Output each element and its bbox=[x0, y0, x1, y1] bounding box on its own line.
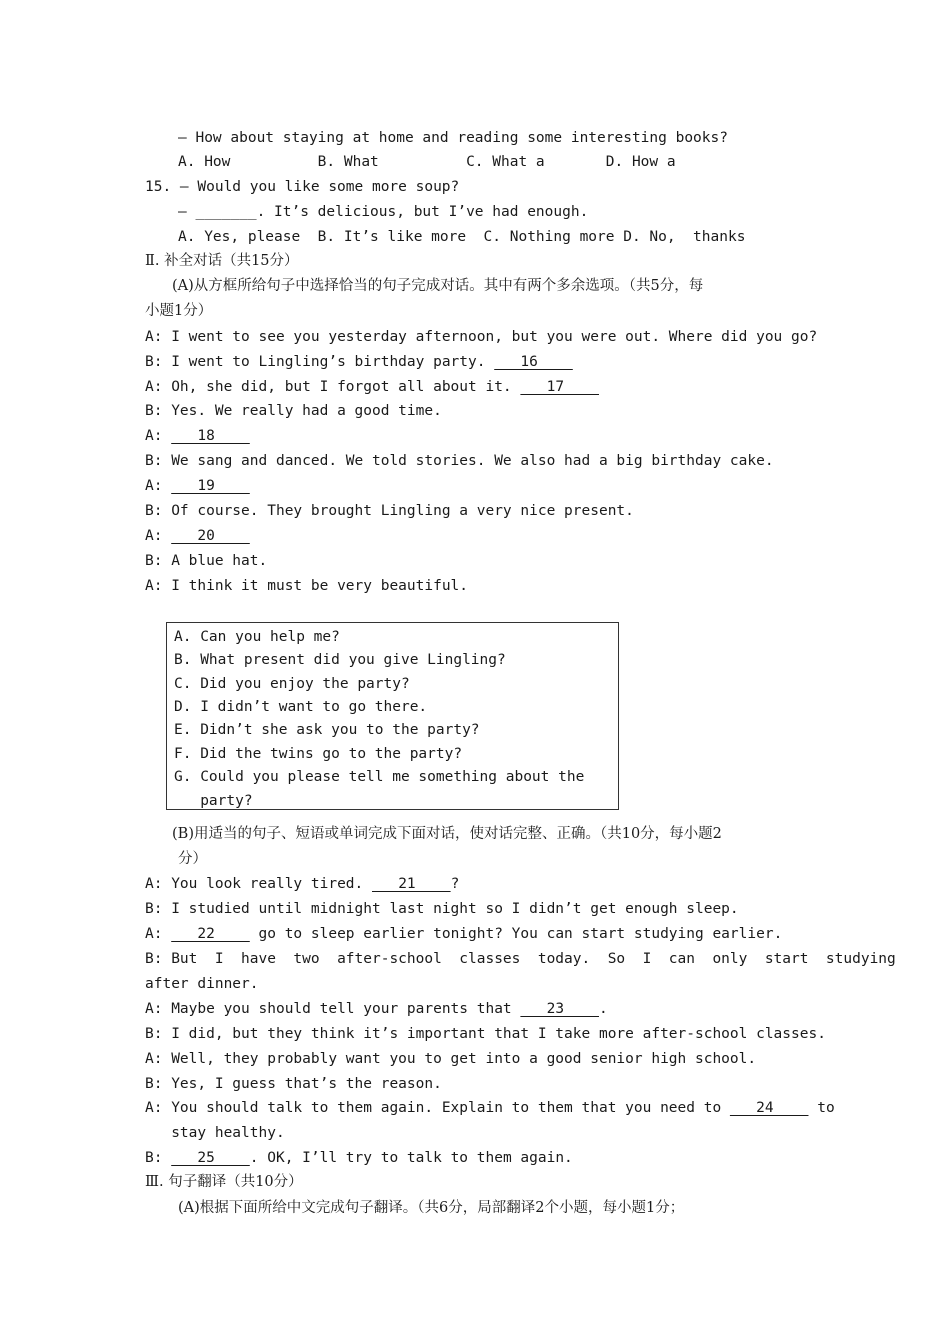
speaker: B: bbox=[145, 503, 163, 519]
answer-blank-24[interactable]: 24 bbox=[729, 1100, 809, 1116]
box-option-a: A. Can you help me? bbox=[174, 629, 340, 645]
section2-partA-instruction-line1: (A)从方框所给句子中选择恰当的句子完成对话。其中有两个多余选项。（共5分，每 bbox=[172, 278, 704, 294]
line-text: I studied until midnight last night so I didn’t get enough sleep. bbox=[171, 901, 739, 917]
dialogA-line bbox=[145, 377, 599, 397]
dialogA-line bbox=[145, 327, 817, 347]
box-option-g-continued: party? bbox=[174, 793, 253, 809]
dialogB-line bbox=[145, 999, 608, 1019]
line-text: stay healthy. bbox=[145, 1125, 285, 1141]
answer-blank-25[interactable]: 25 bbox=[171, 1150, 250, 1166]
line-text: I went to see you yesterday afternoon, but you were out. Where did you go? bbox=[171, 329, 818, 345]
box-option-e: E. Didn’t she ask you to the party? bbox=[174, 722, 480, 738]
speaker: B: bbox=[145, 354, 163, 370]
speaker: A: bbox=[145, 329, 163, 345]
speaker: B: bbox=[145, 951, 163, 967]
dialogB-line bbox=[145, 924, 782, 944]
line-text: We sang and danced. We told stories. We also had a big birthday cake. bbox=[171, 453, 774, 469]
answer-blank-21[interactable]: 21 bbox=[372, 876, 451, 892]
section3-partA-instruction: (A)根据下面所给中文完成句子翻译。（共6分，局部翻译2个小题，每小题1分； bbox=[178, 1200, 685, 1216]
dialogB-line bbox=[145, 1098, 835, 1118]
speaker: B: bbox=[145, 453, 163, 469]
dialogA-line bbox=[145, 501, 634, 521]
section2-partA-instruction-line2: 小题1分） bbox=[145, 303, 213, 319]
speaker: B: bbox=[145, 1026, 163, 1042]
dialogB-line bbox=[145, 1148, 573, 1168]
line-after: . bbox=[598, 1001, 608, 1017]
line-after: to bbox=[808, 1100, 835, 1116]
speaker: A: bbox=[145, 1001, 163, 1017]
answer-blank-23[interactable]: 23 bbox=[520, 1001, 599, 1017]
dialogB-line bbox=[145, 1049, 756, 1069]
box-option-f: F. Did the twins go to the party? bbox=[174, 746, 463, 762]
section3-title: Ⅲ. 句子翻译（共10分） bbox=[145, 1174, 303, 1190]
speaker: A: bbox=[145, 428, 163, 444]
dialogB-line bbox=[145, 949, 896, 969]
line-text: after dinner. bbox=[145, 976, 259, 992]
section2-partB-instruction-line1: (B)用适当的句子、短语或单词完成下面对话，使对话完整、正确。（共10分，每小题2 bbox=[172, 826, 722, 842]
q15-options: A. Yes, please B. It’s like more C. Nothing more D. No, thanks bbox=[178, 229, 746, 245]
speaker: B: bbox=[145, 553, 163, 569]
answer-blank-18[interactable]: 18 bbox=[171, 428, 250, 444]
section2-title: Ⅱ. 补全对话（共15分） bbox=[145, 253, 299, 269]
speaker: B: bbox=[145, 1150, 163, 1166]
q15-reply: — _______. It’s delicious, but I’ve had enough. bbox=[178, 204, 589, 220]
line-after: . OK, I’ll try to talk to them again. bbox=[249, 1150, 573, 1166]
line-text: I went to Lingling’s birthday party. bbox=[171, 354, 495, 370]
line-text: Of course. They brought Lingling a very nice present. bbox=[171, 503, 634, 519]
line-after: ? bbox=[450, 876, 460, 892]
dialogB-line bbox=[145, 1074, 442, 1094]
dialogB-line bbox=[145, 899, 739, 919]
dialogA-line bbox=[145, 576, 468, 596]
line-text: Maybe you should tell your parents that bbox=[171, 1001, 521, 1017]
line-text: Yes. We really had a good time. bbox=[171, 403, 442, 419]
speaker: A: bbox=[145, 578, 163, 594]
line-text: You should talk to them again. Explain to them that you need to bbox=[171, 1100, 730, 1116]
dialogA-line bbox=[145, 352, 573, 372]
line-text: Well, they probably want you to get into a good senior high school. bbox=[171, 1051, 757, 1067]
line-text: You look really tired. bbox=[171, 876, 372, 892]
line-text: But I have two after-school classes today. So I can only start studying bbox=[171, 951, 896, 967]
answer-blank-20[interactable]: 20 bbox=[171, 528, 250, 544]
dialogB-line bbox=[145, 874, 459, 894]
line-text: I think it must be very beautiful. bbox=[171, 578, 469, 594]
dialogA-line bbox=[145, 401, 442, 421]
box-option-b: B. What present did you give Lingling? bbox=[174, 652, 506, 668]
dialogA-line bbox=[145, 451, 774, 471]
dialogA-line bbox=[145, 551, 267, 571]
speaker: A: bbox=[145, 528, 163, 544]
answer-blank-16[interactable]: 16 bbox=[494, 354, 573, 370]
answer-blank-22[interactable]: 22 bbox=[171, 926, 250, 942]
q14-options: A. How B. What C. What a D. How a bbox=[178, 154, 676, 170]
line-text: Oh, she did, but I forgot all about it. bbox=[171, 379, 521, 395]
answer-blank-17[interactable]: 17 bbox=[520, 379, 599, 395]
line-text: Yes, I guess that’s the reason. bbox=[171, 1076, 442, 1092]
speaker: A: bbox=[145, 1100, 163, 1116]
speaker: A: bbox=[145, 876, 163, 892]
box-option-g: G. Could you please tell me something about the bbox=[174, 769, 585, 785]
line-after: go to sleep earlier tonight? You can start studying earlier. bbox=[249, 926, 783, 942]
dialogA-line bbox=[145, 526, 250, 546]
dialogB-line-continued bbox=[145, 974, 259, 994]
line-text: A blue hat. bbox=[171, 553, 268, 569]
box-option-c: C. Did you enjoy the party? bbox=[174, 676, 410, 692]
speaker: A: bbox=[145, 379, 163, 395]
box-option-d: D. I didn’t want to go there. bbox=[174, 699, 428, 715]
speaker: B: bbox=[145, 403, 163, 419]
answer-blank-19[interactable]: 19 bbox=[171, 478, 250, 494]
section2-partB-instruction-line2: 分） bbox=[178, 851, 207, 867]
line-text: I did, but they think it’s important that I take more after-school classes. bbox=[171, 1026, 826, 1042]
dialogB-line-continued bbox=[145, 1123, 285, 1143]
q15-question: 15. — Would you like some more soup? bbox=[145, 179, 460, 195]
dialogB-line bbox=[145, 1024, 826, 1044]
speaker: A: bbox=[145, 926, 163, 942]
dialogA-line bbox=[145, 426, 250, 446]
q14-reply: — How about staying at home and reading some interesting books? bbox=[178, 130, 728, 146]
speaker: A: bbox=[145, 1051, 163, 1067]
speaker: B: bbox=[145, 901, 163, 917]
dialogA-line bbox=[145, 476, 250, 496]
speaker: A: bbox=[145, 478, 163, 494]
speaker: B: bbox=[145, 1076, 163, 1092]
